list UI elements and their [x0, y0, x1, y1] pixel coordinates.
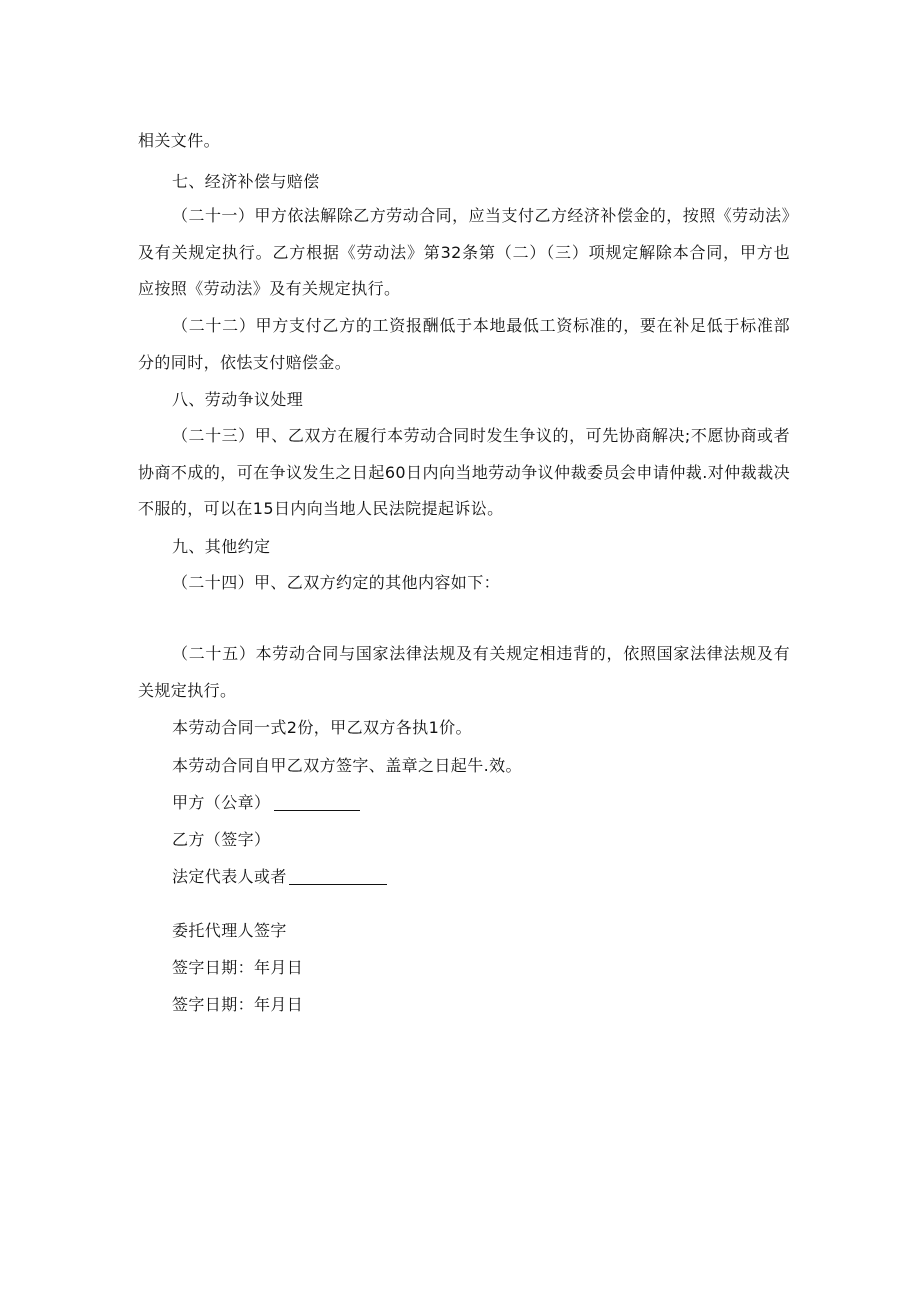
section-heading-9: 九、其他约定 — [172, 537, 271, 556]
legal-rep-label: 法定代表人或者 — [172, 867, 287, 886]
section-heading-7: 七、经济补偿与赔偿 — [172, 172, 320, 191]
legal-rep-signature-blank — [289, 868, 387, 885]
section-heading-8: 八、劳动争议处理 — [172, 390, 304, 409]
legal-rep-row — [172, 867, 387, 887]
clause-22: （二十二）甲方支付乙方的工资报酬低于本地最低工资标准的，要在补足低于标准部分的同时，依怯支付赔偿金。 — [138, 316, 790, 372]
party-a-seal-row — [172, 793, 360, 813]
sign-date-2: 签字日期：年月日 — [172, 995, 304, 1014]
copies-statement: 本劳动合同一式2份，甲乙双方各执1价。 — [172, 718, 472, 737]
effective-statement: 本劳动合同自甲乙双方签字、盖章之日起牛.效。 — [172, 756, 522, 775]
party-a-signature-blank — [274, 794, 360, 811]
clause-25: （二十五）本劳动合同与国家法律法规及有关规定相违背的，依照国家法律法规及有关规定执行。 — [138, 644, 790, 700]
continuation-line: 相关文件。 — [138, 131, 221, 150]
party-a-label: 甲方（公章） — [172, 793, 271, 812]
clause-23: （二十三）甲、乙双方在履行本劳动合同时发生争议的，可先协商解决;不愿协商或者协商不成的，可在争议发生之日起60日内向当地劳动争议仲裁委员会申请仲裁.对仲裁裁决不服的，可以在15日内向当地人民法院提起诉讼。 — [138, 426, 790, 518]
clause-21: （二十一）甲方依法解除乙方劳动合同，应当支付乙方经济补偿金的，按照《劳动法》及有关规定执行。乙方根据《劳动法》第32条第（二）（三）项规定解除本合同，甲方也应按照《劳动法》及有关规定执行。 — [138, 206, 790, 298]
party-b-label: 乙方（签字） — [172, 830, 271, 849]
clause-24: （二十四）甲、乙双方约定的其他内容如下： — [172, 573, 501, 592]
agent-signature-label: 委托代理人签字 — [172, 921, 287, 940]
sign-date-1: 签字日期：年月日 — [172, 958, 304, 977]
